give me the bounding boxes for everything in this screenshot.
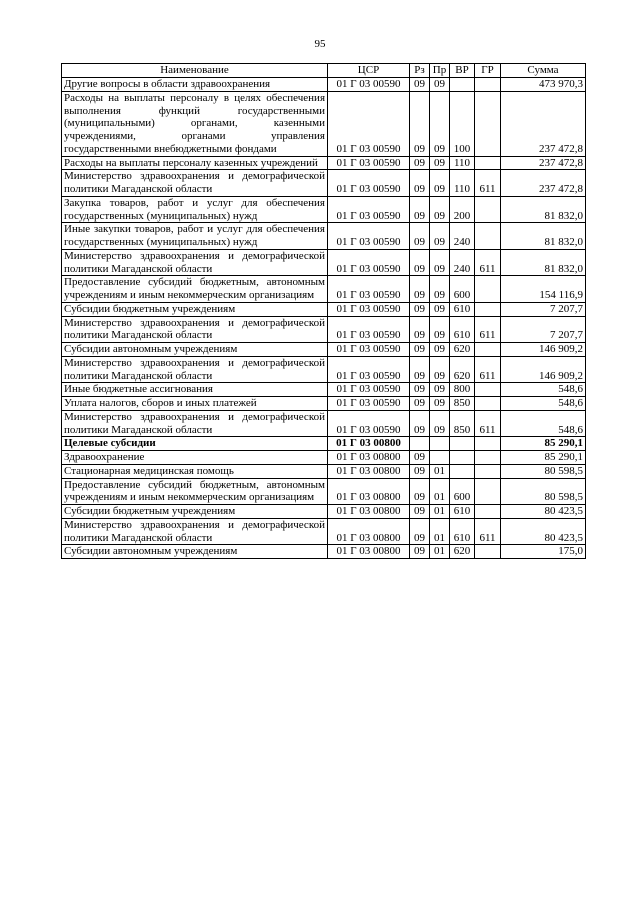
row-name: Министерство здравоохранения и демографической политики Магаданской области: [62, 410, 328, 437]
row-gr: 611: [475, 316, 501, 343]
row-pr: 09: [430, 78, 450, 92]
row-pr: 09: [430, 397, 450, 411]
row-gr: [475, 78, 501, 92]
row-sum: 237 472,8: [501, 91, 586, 156]
row-sum: 85 290,1: [501, 437, 586, 451]
row-gr: [475, 451, 501, 465]
row-sum: 80 598,5: [501, 464, 586, 478]
row-rz: 09: [410, 196, 430, 223]
table-row: [62, 397, 586, 411]
row-pr: 09: [430, 276, 450, 303]
row-vr: 620: [450, 356, 475, 383]
row-name: Министерство здравоохранения и демографической политики Магаданской области: [62, 249, 328, 276]
header-name: Наименование: [62, 64, 328, 78]
row-rz: 09: [410, 156, 430, 170]
row-vr: [450, 437, 475, 451]
row-gr: [475, 276, 501, 303]
row-vr: 110: [450, 156, 475, 170]
row-rz: 09: [410, 451, 430, 465]
row-pr: 09: [430, 223, 450, 250]
row-name: Субсидии автономным учреждениям: [62, 545, 328, 559]
row-name: Здравоохранение: [62, 451, 328, 465]
row-vr: 100: [450, 91, 475, 156]
table-row: [62, 78, 586, 92]
row-name: Иные закупки товаров, работ и услуг для обеспечения государственных (муниципальных) нужд: [62, 223, 328, 250]
row-vr: 240: [450, 223, 475, 250]
row-pr: 09: [430, 249, 450, 276]
row-rz: 09: [410, 316, 430, 343]
row-name: Субсидии автономным учреждениям: [62, 343, 328, 357]
row-rz: 09: [410, 383, 430, 397]
row-csr: 01 Г 03 00590: [328, 223, 410, 250]
row-vr: 610: [450, 302, 475, 316]
table-header-row: [62, 64, 586, 78]
row-vr: 610: [450, 518, 475, 545]
row-vr: 610: [450, 316, 475, 343]
table-row: [62, 464, 586, 478]
row-rz: 09: [410, 91, 430, 156]
row-name: Расходы на выплаты персоналу казенных учреждений: [62, 156, 328, 170]
table-row: [62, 478, 586, 505]
table-row: [62, 316, 586, 343]
row-csr: 01 Г 03 00590: [328, 343, 410, 357]
row-csr: 01 Г 03 00800: [328, 451, 410, 465]
row-name: Субсидии бюджетным учреждениям: [62, 302, 328, 316]
row-csr: 01 Г 03 00590: [328, 410, 410, 437]
row-vr: 200: [450, 196, 475, 223]
row-gr: [475, 383, 501, 397]
row-pr: 01: [430, 518, 450, 545]
header-sum: Сумма: [501, 64, 586, 78]
table-row: [62, 451, 586, 465]
row-vr: 620: [450, 545, 475, 559]
row-rz: 09: [410, 276, 430, 303]
row-name: Закупка товаров, работ и услуг для обеспечения государственных (муниципальных) нужд: [62, 196, 328, 223]
row-gr: 611: [475, 518, 501, 545]
header-pr: Пр: [430, 64, 450, 78]
row-name: Предоставление субсидий бюджетным, автономным учреждениям и иным некоммерческим организациям: [62, 478, 328, 505]
row-vr: [450, 451, 475, 465]
row-pr: 09: [430, 156, 450, 170]
table-row: [62, 518, 586, 545]
row-name: Министерство здравоохранения и демографической политики Магаданской области: [62, 316, 328, 343]
header-rz: Рз: [410, 64, 430, 78]
row-sum: 7 207,7: [501, 302, 586, 316]
row-rz: 09: [410, 410, 430, 437]
row-gr: [475, 91, 501, 156]
row-gr: [475, 505, 501, 519]
row-pr: [430, 451, 450, 465]
row-vr: 850: [450, 410, 475, 437]
row-gr: [475, 302, 501, 316]
table-row: [62, 356, 586, 383]
row-pr: 09: [430, 356, 450, 383]
row-vr: 240: [450, 249, 475, 276]
row-gr: [475, 478, 501, 505]
table-row: [62, 276, 586, 303]
row-sum: 80 423,5: [501, 505, 586, 519]
row-vr: 610: [450, 505, 475, 519]
row-sum: 548,6: [501, 397, 586, 411]
table-row: [62, 302, 586, 316]
row-name: Другие вопросы в области здравоохранения: [62, 78, 328, 92]
row-csr: 01 Г 03 00590: [328, 249, 410, 276]
row-pr: 09: [430, 383, 450, 397]
row-pr: 09: [430, 302, 450, 316]
row-sum: 81 832,0: [501, 249, 586, 276]
row-pr: 01: [430, 464, 450, 478]
row-rz: 09: [410, 356, 430, 383]
row-vr: 110: [450, 170, 475, 197]
row-csr: 01 Г 03 00800: [328, 505, 410, 519]
row-sum: 146 909,2: [501, 356, 586, 383]
row-vr: 800: [450, 383, 475, 397]
row-csr: 01 Г 03 00590: [328, 91, 410, 156]
row-pr: 09: [430, 196, 450, 223]
row-sum: 548,6: [501, 410, 586, 437]
table-row: [62, 249, 586, 276]
row-gr: [475, 437, 501, 451]
row-gr: 611: [475, 410, 501, 437]
header-gr: ГР: [475, 64, 501, 78]
row-rz: 09: [410, 78, 430, 92]
row-sum: 80 598,5: [501, 478, 586, 505]
row-rz: 09: [410, 518, 430, 545]
row-csr: 01 Г 03 00800: [328, 437, 410, 451]
row-rz: 09: [410, 397, 430, 411]
budget-table: [61, 63, 586, 559]
row-name: Министерство здравоохранения и демографической политики Магаданской области: [62, 356, 328, 383]
row-gr: [475, 196, 501, 223]
row-gr: 611: [475, 249, 501, 276]
table-row: [62, 410, 586, 437]
table-row: [62, 170, 586, 197]
row-pr: 09: [430, 170, 450, 197]
row-csr: 01 Г 03 00590: [328, 276, 410, 303]
row-pr: 01: [430, 505, 450, 519]
table-row: [62, 505, 586, 519]
row-sum: 81 832,0: [501, 196, 586, 223]
row-sum: 154 116,9: [501, 276, 586, 303]
row-pr: 09: [430, 91, 450, 156]
row-csr: 01 Г 03 00590: [328, 302, 410, 316]
row-vr: 600: [450, 478, 475, 505]
row-name: Министерство здравоохранения и демографической политики Магаданской области: [62, 518, 328, 545]
row-gr: [475, 464, 501, 478]
table-row: [62, 196, 586, 223]
row-name: Иные бюджетные ассигнования: [62, 383, 328, 397]
row-pr: 09: [430, 410, 450, 437]
row-sum: 473 970,3: [501, 78, 586, 92]
row-gr: 611: [475, 356, 501, 383]
row-name: Министерство здравоохранения и демографической политики Магаданской области: [62, 170, 328, 197]
row-gr: [475, 223, 501, 250]
row-rz: 09: [410, 343, 430, 357]
row-gr: [475, 343, 501, 357]
row-name: Субсидии бюджетным учреждениям: [62, 505, 328, 519]
table-row: [62, 156, 586, 170]
row-csr: 01 Г 03 00590: [328, 316, 410, 343]
row-sum: 81 832,0: [501, 223, 586, 250]
row-sum: 7 207,7: [501, 316, 586, 343]
row-name: Предоставление субсидий бюджетным, автономным учреждениям и иным некоммерческим организациям: [62, 276, 328, 303]
row-pr: 01: [430, 545, 450, 559]
row-rz: 09: [410, 302, 430, 316]
table-body: [62, 78, 586, 559]
table-row: [62, 223, 586, 250]
page-number: 95: [314, 38, 326, 50]
row-gr: [475, 156, 501, 170]
row-gr: 611: [475, 170, 501, 197]
table-row: [62, 437, 586, 451]
header-csr: ЦСР: [328, 64, 410, 78]
row-csr: 01 Г 03 00590: [328, 196, 410, 223]
row-csr: 01 Г 03 00800: [328, 518, 410, 545]
row-rz: [410, 437, 430, 451]
row-pr: 01: [430, 478, 450, 505]
row-vr: [450, 78, 475, 92]
row-csr: 01 Г 03 00800: [328, 478, 410, 505]
row-sum: 146 909,2: [501, 343, 586, 357]
row-gr: [475, 397, 501, 411]
table-row: [62, 383, 586, 397]
row-vr: 600: [450, 276, 475, 303]
row-name: Уплата налогов, сборов и иных платежей: [62, 397, 328, 411]
row-name: Целевые субсидии: [62, 437, 328, 451]
row-rz: 09: [410, 545, 430, 559]
row-rz: 09: [410, 478, 430, 505]
row-csr: 01 Г 03 00590: [328, 78, 410, 92]
row-csr: 01 Г 03 00590: [328, 383, 410, 397]
row-sum: 85 290,1: [501, 451, 586, 465]
row-csr: 01 Г 03 00800: [328, 464, 410, 478]
row-vr: 850: [450, 397, 475, 411]
row-name: Расходы на выплаты персоналу в целях обеспечения выполнения функций государственными (муниципальными) органами, казенными учреждениями, органами управления государственными внебюджетными фондами: [62, 91, 328, 156]
row-sum: 548,6: [501, 383, 586, 397]
row-csr: 01 Г 03 00590: [328, 170, 410, 197]
row-rz: 09: [410, 505, 430, 519]
header-vr: ВР: [450, 64, 475, 78]
table-row: [62, 343, 586, 357]
row-rz: 09: [410, 223, 430, 250]
row-pr: 09: [430, 316, 450, 343]
row-pr: 09: [430, 343, 450, 357]
row-gr: [475, 545, 501, 559]
table-row: [62, 91, 586, 156]
row-name: Стационарная медицинская помощь: [62, 464, 328, 478]
row-sum: 237 472,8: [501, 156, 586, 170]
row-csr: 01 Г 03 00590: [328, 356, 410, 383]
row-csr: 01 Г 03 00800: [328, 545, 410, 559]
row-sum: 237 472,8: [501, 170, 586, 197]
row-csr: 01 Г 03 00590: [328, 156, 410, 170]
row-rz: 09: [410, 170, 430, 197]
row-vr: 620: [450, 343, 475, 357]
table-row: [62, 545, 586, 559]
row-vr: [450, 464, 475, 478]
row-rz: 09: [410, 249, 430, 276]
row-rz: 09: [410, 464, 430, 478]
row-sum: 175,0: [501, 545, 586, 559]
row-csr: 01 Г 03 00590: [328, 397, 410, 411]
row-pr: [430, 437, 450, 451]
row-sum: 80 423,5: [501, 518, 586, 545]
